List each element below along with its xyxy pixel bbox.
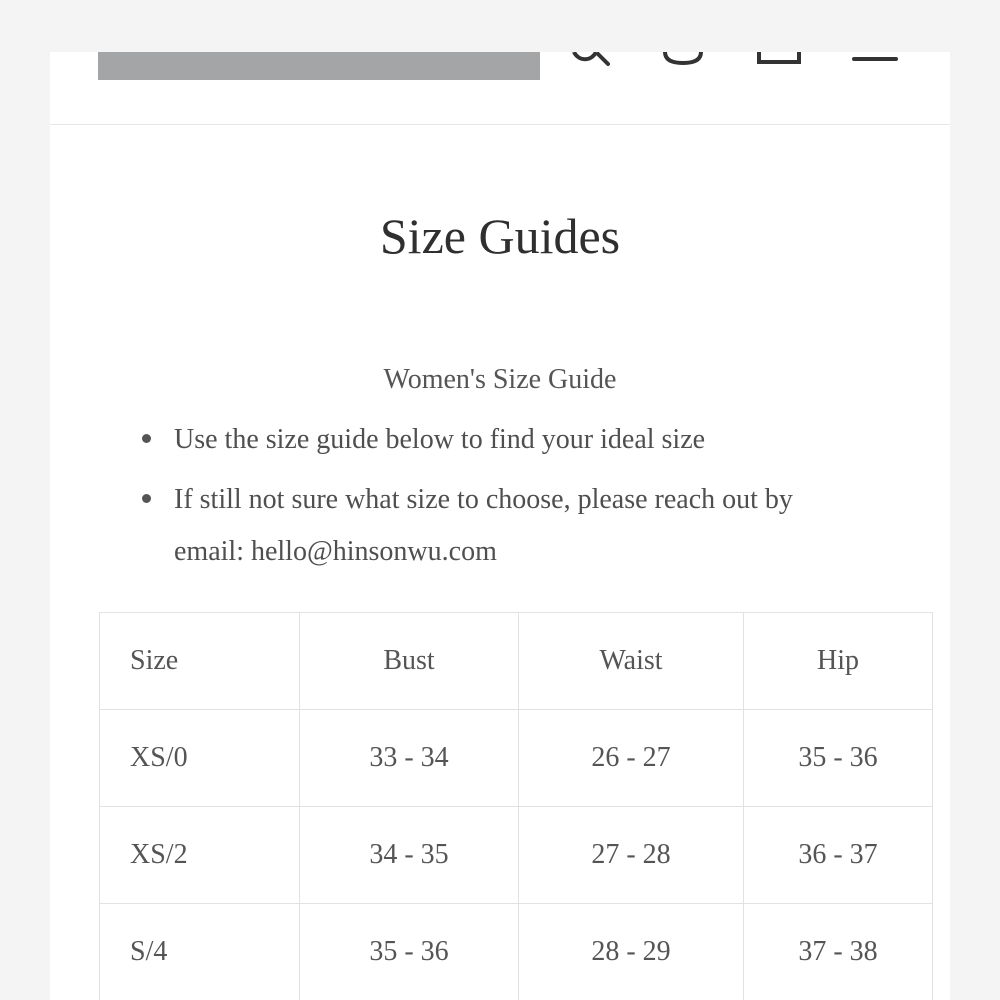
- bust-cell: 33 - 34: [300, 710, 519, 807]
- table-header-row: [100, 613, 933, 710]
- bust-cell: 34 - 35: [300, 807, 519, 904]
- list-item: Use the size guide below to find your ideal size: [140, 414, 860, 466]
- page: [50, 52, 950, 1000]
- logo[interactable]: [98, 52, 540, 80]
- hip-cell: 37 - 38: [744, 904, 933, 1000]
- waist-cell: 28 - 29: [519, 904, 744, 1000]
- size-cell: S/4: [100, 904, 300, 1000]
- waist-cell: 27 - 28: [519, 807, 744, 904]
- account-icon[interactable]: [662, 52, 704, 66]
- instructions-list: [140, 414, 860, 586]
- search-icon[interactable]: [568, 52, 612, 68]
- waist-cell: 26 - 27: [519, 710, 744, 807]
- bust-cell: 35 - 36: [300, 904, 519, 1000]
- table-row: [100, 710, 933, 807]
- site-header: [50, 52, 950, 125]
- table-row: [100, 904, 933, 1000]
- hip-cell: 35 - 36: [744, 710, 933, 807]
- page-title: Size Guides: [379, 208, 621, 264]
- hip-cell: 36 - 37: [744, 807, 933, 904]
- column-header-hip: Hip: [744, 613, 933, 710]
- size-table: [99, 612, 933, 1000]
- size-cell: XS/0: [100, 710, 300, 807]
- size-cell: XS/2: [100, 807, 300, 904]
- menu-icon[interactable]: [852, 52, 898, 64]
- table-row: [100, 807, 933, 904]
- column-header-size: Size: [100, 613, 300, 710]
- column-header-bust: Bust: [300, 613, 519, 710]
- section-subtitle: Women's Size Guide: [383, 364, 617, 395]
- column-header-waist: Waist: [519, 613, 744, 710]
- list-item: If still not sure what size to choose, please reach out by email: hello@hinsonwu.com: [140, 474, 860, 578]
- cart-icon[interactable]: [756, 52, 802, 66]
